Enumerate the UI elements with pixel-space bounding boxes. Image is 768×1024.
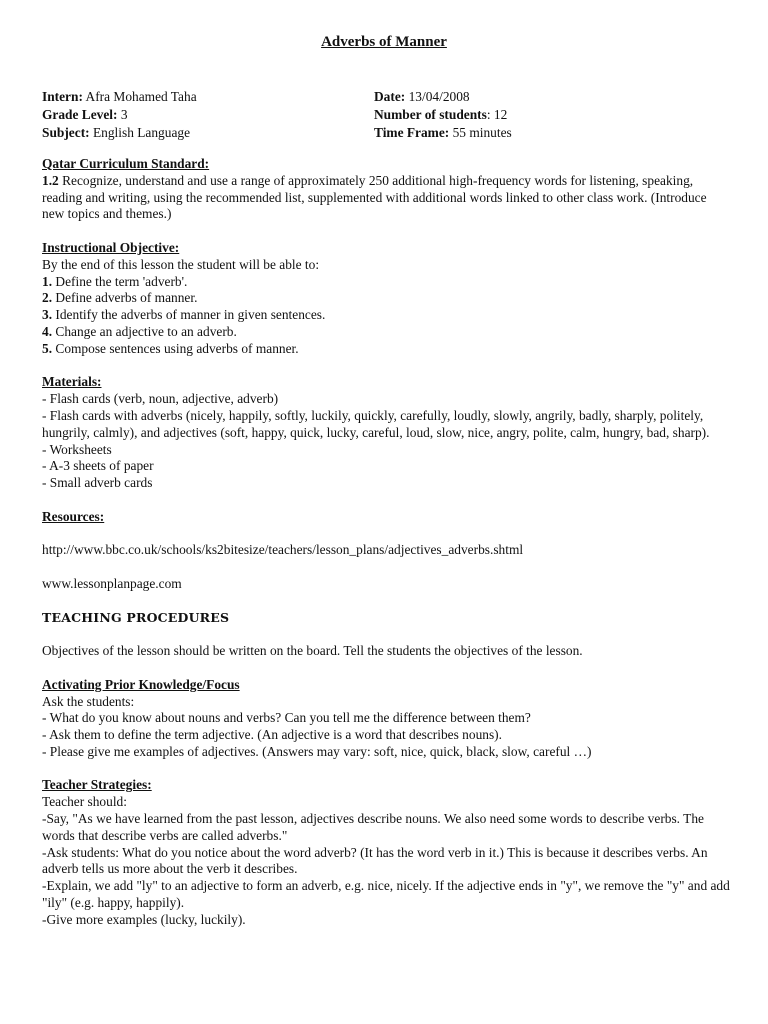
objective-item xyxy=(42,324,732,341)
prior-intro: Ask the students: xyxy=(42,693,135,709)
lesson-info xyxy=(42,89,732,143)
resource-link[interactable]: http://www.bbc.co.uk/schools/ks2bitesize/teachers/lesson_plans/adjectives_adverbs.shtml xyxy=(42,542,524,558)
timeframe-field xyxy=(374,125,512,143)
grade-label: Grade Level: xyxy=(42,107,118,122)
section-heading: Materials: xyxy=(42,374,102,390)
materials-item: - Flash cards (verb, noun, adjective, adverb) xyxy=(42,391,279,407)
prior-knowledge-section xyxy=(42,677,732,761)
materials-section xyxy=(42,374,732,492)
standard-description: Recognize, understand and use a range of approximately 250 additional high-frequency words for listening, speaking, reading and writing, using the recommended list, supplemented with additional words linked to other class work. (Introduce new topics and themes.) xyxy=(42,172,707,222)
intern-field xyxy=(42,89,374,107)
resource-link-block xyxy=(42,542,732,559)
subject-label: Subject: xyxy=(42,125,90,140)
document-body xyxy=(42,156,732,945)
strategy-item: -Ask students: What do you notice about the word adverb? (It has the word verb in it.) This is because it describes verbs. An adverb tells us more about the verb it describes. xyxy=(42,844,708,877)
intern-label: Intern: xyxy=(42,89,83,104)
objective-item xyxy=(42,307,732,324)
standard-text xyxy=(42,173,732,223)
section-heading: Activating Prior Knowledge/Focus xyxy=(42,676,240,692)
grade-field xyxy=(42,107,374,125)
item-number: 1. xyxy=(42,273,53,289)
date-field xyxy=(374,89,470,107)
objective-item xyxy=(42,274,732,291)
section-heading: Teacher Strategies: xyxy=(42,777,152,793)
document-title: Adverbs of Manner xyxy=(321,34,447,50)
strategy-item: -Give more examples (lucky, luckily). xyxy=(42,911,246,927)
strategies-section xyxy=(42,777,732,928)
objective-section xyxy=(42,240,732,358)
item-number: 2. xyxy=(42,290,53,306)
info-row xyxy=(42,89,732,107)
resource-link[interactable]: www.lessonplanpage.com xyxy=(42,575,182,591)
item-text: Define adverbs of manner. xyxy=(52,290,198,306)
objective-item xyxy=(42,341,732,358)
procedures-heading: TEACHING PROCEDURES xyxy=(42,609,230,625)
item-text: Identify the adverbs of manner in given sentences. xyxy=(52,307,326,323)
timeframe-label: Time Frame: xyxy=(374,125,450,140)
students-value: : 12 xyxy=(486,107,508,122)
resource-link-block xyxy=(42,576,732,593)
procedures-block xyxy=(42,643,732,660)
info-row xyxy=(42,107,732,125)
date-label: Date: xyxy=(374,89,406,104)
item-text: Compose sentences using adverbs of manner. xyxy=(52,340,299,356)
intern-value: Afra Mohamed Taha xyxy=(85,89,197,104)
prior-item: - Please give me examples of adjectives. (Answers may vary: soft, nice, quick, black, slow, careful …) xyxy=(42,743,592,759)
standard-number: 1.2 xyxy=(42,172,59,188)
students-label: Number of students xyxy=(374,107,487,122)
objective-intro: By the end of this lesson the student will be able to: xyxy=(42,256,320,272)
prior-item: - What do you know about nouns and verbs? Can you tell me the difference between them? xyxy=(42,710,531,726)
item-text: Define the term 'adverb'. xyxy=(52,273,188,289)
info-row xyxy=(42,125,732,143)
strategy-item: -Say, "As we have learned from the past lesson, adjectives describe nouns. We also need some words to describe verbs. The words that describe verbs are called adverbs." xyxy=(42,811,704,843)
procedures-text: Objectives of the lesson should be written on the board. Tell the students the objectives of the lesson. xyxy=(42,643,583,659)
objective-item xyxy=(42,290,732,307)
item-number: 4. xyxy=(42,323,53,339)
date-value: 13/04/2008 xyxy=(408,89,470,104)
section-heading: Instructional Objective: xyxy=(42,239,180,255)
materials-item: - Worksheets xyxy=(42,441,112,457)
procedures-heading-block xyxy=(42,610,732,627)
subject-value: English Language xyxy=(92,125,191,140)
materials-item: - Small adverb cards xyxy=(42,475,153,491)
strategies-intro: Teacher should: xyxy=(42,794,127,810)
subject-field xyxy=(42,125,374,143)
strategy-item: -Explain, we add "ly" to an adjective to form an adverb, e.g. nice, nicely. If the adjective ends in "y", we remove the "y" and add "ily" (e.g. happy, happily). xyxy=(42,878,730,911)
standard-section xyxy=(42,156,732,223)
item-text: Change an adjective to an adverb. xyxy=(52,323,237,339)
grade-value: 3 xyxy=(120,107,128,122)
section-heading: Qatar Curriculum Standard: xyxy=(42,156,210,171)
prior-item: - Ask them to define the term adjective. (An adjective is a word that describes nouns). xyxy=(42,727,502,743)
item-number: 5. xyxy=(42,340,53,356)
materials-item: - A-3 sheets of paper xyxy=(42,458,154,474)
resources-section xyxy=(42,509,732,526)
item-number: 3. xyxy=(42,307,53,323)
timeframe-value: 55 minutes xyxy=(452,125,512,140)
students-field xyxy=(374,107,507,125)
section-heading: Resources: xyxy=(42,508,105,524)
materials-item: - Flash cards with adverbs (nicely, happily, softly, luckily, quickly, carefully, loudly, slowly, angrily, badly, sharply, politely, hungrily, calmly), and adjectives (soft, happy, quick, lucky, careful, loud, slow, nice, angry, polite, calm, hungry, bad, sharp). xyxy=(42,407,710,440)
